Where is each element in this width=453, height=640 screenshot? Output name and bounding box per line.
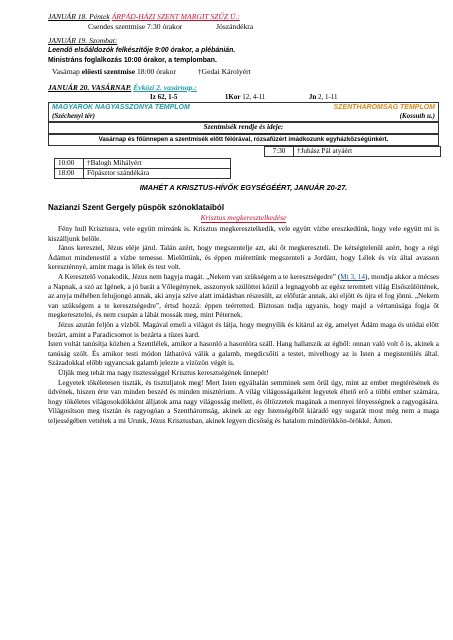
vigil-time: 18:00 órakor bbox=[135, 67, 177, 76]
vigil-intention: †Gedai Károlyért bbox=[197, 67, 251, 76]
sermon-paragraph: Jézus azután feljön a vízből. Magával emeli a világot és látja, hogy megnyílik és kitárul az ég, amelyet Ádám maga és utódai előtt bezárt, amint a Paradicsomot is bezárta a tüzes kard. bbox=[48, 320, 439, 339]
reading-1: Iz 62, 1-5 bbox=[150, 93, 178, 101]
sermon-paragraph: Isten voltát tanúsítja közben a Szentlélek, amikor a hasonló a hasonlóra száll. Hang hallatszik az égből: onnan való volt ő is, akinek a tanúság szólt. És amikor testi módon láthatóvá válik a galamb, megdicsőíti a testet, mivelhogy az is Isten a megistenülés által. Századokkal előbb ugyancsak galamb jelezte a vízözön végét is. bbox=[48, 340, 439, 368]
left-church-schedule bbox=[54, 158, 231, 179]
schedule-time: 18:00 bbox=[55, 169, 84, 179]
scripture-link[interactable]: Mt 3, 14 bbox=[340, 272, 366, 281]
sermon-title: Nazianzi Szent Gergely püspök szónoklataiból bbox=[48, 203, 225, 212]
jan18-heading bbox=[48, 12, 453, 21]
schedule-row bbox=[55, 169, 231, 179]
jan18-mass-text: Csendes szentmise 7:30 órakor bbox=[88, 22, 183, 31]
jan19-line1: Leendő elsőáldozók felkészítője 9:00 órakor, a plébánián. bbox=[48, 47, 236, 54]
schedule-time: 7:30 bbox=[265, 147, 294, 157]
jan20-heading bbox=[48, 83, 453, 92]
right-church-address: (Kossuth u.) bbox=[399, 112, 435, 120]
left-church-address: (Széchenyi tér) bbox=[52, 112, 95, 120]
reading-2-ref: 12, 4-11 bbox=[240, 93, 266, 101]
p3-part-b: ), mondja akkor a mécses a Napnak, a szó az Igének, a jó barát a Vőlegénynek, asszonyok szülöttei közül a legnagyobb az egész teremtett világ Elsőszülöttének, az anyja méhében felujjongó annak, aki anyja szíve alatt imádásban részesült, az előfutár annak, aki eljött és újra el fog jönni. „Nekem van szükségem a te keresztségedre”, értsd hozzá: éppen teérretted. Biztosan tudja ugyanis, hogy majd a vértanúsága fogja őt megkeresztelni, és nem csupán a lábát mossák meg, mint Péternek. bbox=[48, 272, 439, 320]
reading-2-book: 1Kor bbox=[224, 93, 241, 101]
vigil-bold: előesti szentmise bbox=[81, 67, 136, 76]
jan19-vigil bbox=[52, 67, 453, 76]
jan18-date: JANUÁR 18. Péntek bbox=[48, 12, 110, 21]
schedule-row bbox=[55, 159, 231, 169]
schedule-time: 10:00 bbox=[55, 159, 84, 169]
vigil-pre: Vasárnap bbox=[52, 67, 82, 76]
sermon-paragraph bbox=[48, 273, 439, 321]
jan18-mass bbox=[88, 22, 453, 31]
sermon-subtitle bbox=[48, 213, 439, 222]
schedule-intention: Főpásztor szándékára bbox=[84, 169, 231, 179]
gospel-ref: 2, 1-11 bbox=[316, 93, 338, 101]
sermon-body bbox=[48, 225, 439, 426]
sermon-paragraph: Legyetek tökéletesen tiszták, és tisztuljatok meg! Mert Isten egyáltalán semminek sem örül úgy, mint az ember megtérésének és üdvének, hiszen érte van minden beszéd és minden misztérium. A világ világosságaiként legyetek éltető erő a többi ember számára, hogy tökéletes világosokdókként álljatok ama nagy világosság mellett, és öltözzetek magának a mennyei fényességnek a ragyogására. Világosítson meg tisztán és ragyogóan a Szentháromság, akinek az egy Istenségéből kiáradó egy sugarát most még nem a maga teljességében vettétek a mi Urunk, Jézus Krisztusban, akinek legyen dicsőség és hatalom mindörökkön-örökké. Ámen. bbox=[48, 378, 439, 425]
jan20-date: JANUÁR 20. VASÁRNAP. bbox=[48, 83, 132, 92]
prayer-week: IMAHÉT A KRISZTUS-HÍVŐK EGYSÉGÉÉRT, JANUÁR 20-27. bbox=[139, 183, 348, 192]
right-church-schedule bbox=[264, 146, 441, 157]
p3-part-a: A Keresztelő vonakodik, Jézus nem hagyja magát. „Nekem van szükségem a te keresztségedre” ( bbox=[58, 272, 341, 281]
schedule-row bbox=[265, 147, 441, 157]
sermon-paragraph: Fény hull Krisztusra, vele együtt mireánk is. Krisztus megkeresztelkedik, vele együtt vízbe ereszkedünk, hogy vele együtt mi is kiszálljunk belőle. bbox=[48, 225, 439, 243]
jan20-ordinary: Évközi 2. vasárnap.: bbox=[133, 83, 197, 92]
gospel-book: Jn bbox=[308, 93, 317, 101]
sermon-paragraph: Üljük meg tehát ma nagy tisztességgel Krisztus keresztségének ünnepét! bbox=[58, 368, 269, 377]
right-church-name: SZENTHÁROMSÁG TEMPLOM bbox=[333, 104, 435, 111]
jan18-saint: ÁRPÁD-HÁZI SZENT MARGIT SZŰZ Ü.: bbox=[111, 12, 240, 21]
rosary-notice: Vasárnap és főünnepen a szentmisék előtt félórával, rózsafüzért imádkozunk egyházközségünkért. bbox=[98, 136, 389, 143]
sermon-paragraph: János keresztel, Jézus eléje járul. Talán azért, hogy megszentelje azt, aki őt megkereszteli. De kétségtelenül azért, hogy a régi Ádámot mindenestül a vízbe temesse. Mielőttünk, és éppen miérettünk megszenteli a Jordánt, hogy Lélek és víz által avasson kereszténnyé, amint maga is lélek és test volt. bbox=[48, 244, 439, 272]
schedule-intention: †Juhász Pál atyáért bbox=[294, 147, 441, 157]
sermon-subtitle-text: Krisztus megkeresztelkedése bbox=[200, 213, 287, 222]
schedule-title: Szentmisék rendje és ideje: bbox=[203, 123, 284, 131]
jan19-heading: JANUÁR 19. Szombat: bbox=[48, 36, 118, 45]
left-church-name: MAGYAROK NAGYASSZONYA TEMPLOM bbox=[52, 104, 190, 111]
schedule-intention: †Balogh Mihályért bbox=[84, 159, 231, 169]
jan19-line2: Ministráns foglalkozás 10:00 órakor, a templomban. bbox=[48, 57, 217, 64]
readings bbox=[150, 93, 453, 102]
jan18-mass-place: Jószándékra bbox=[216, 22, 254, 31]
